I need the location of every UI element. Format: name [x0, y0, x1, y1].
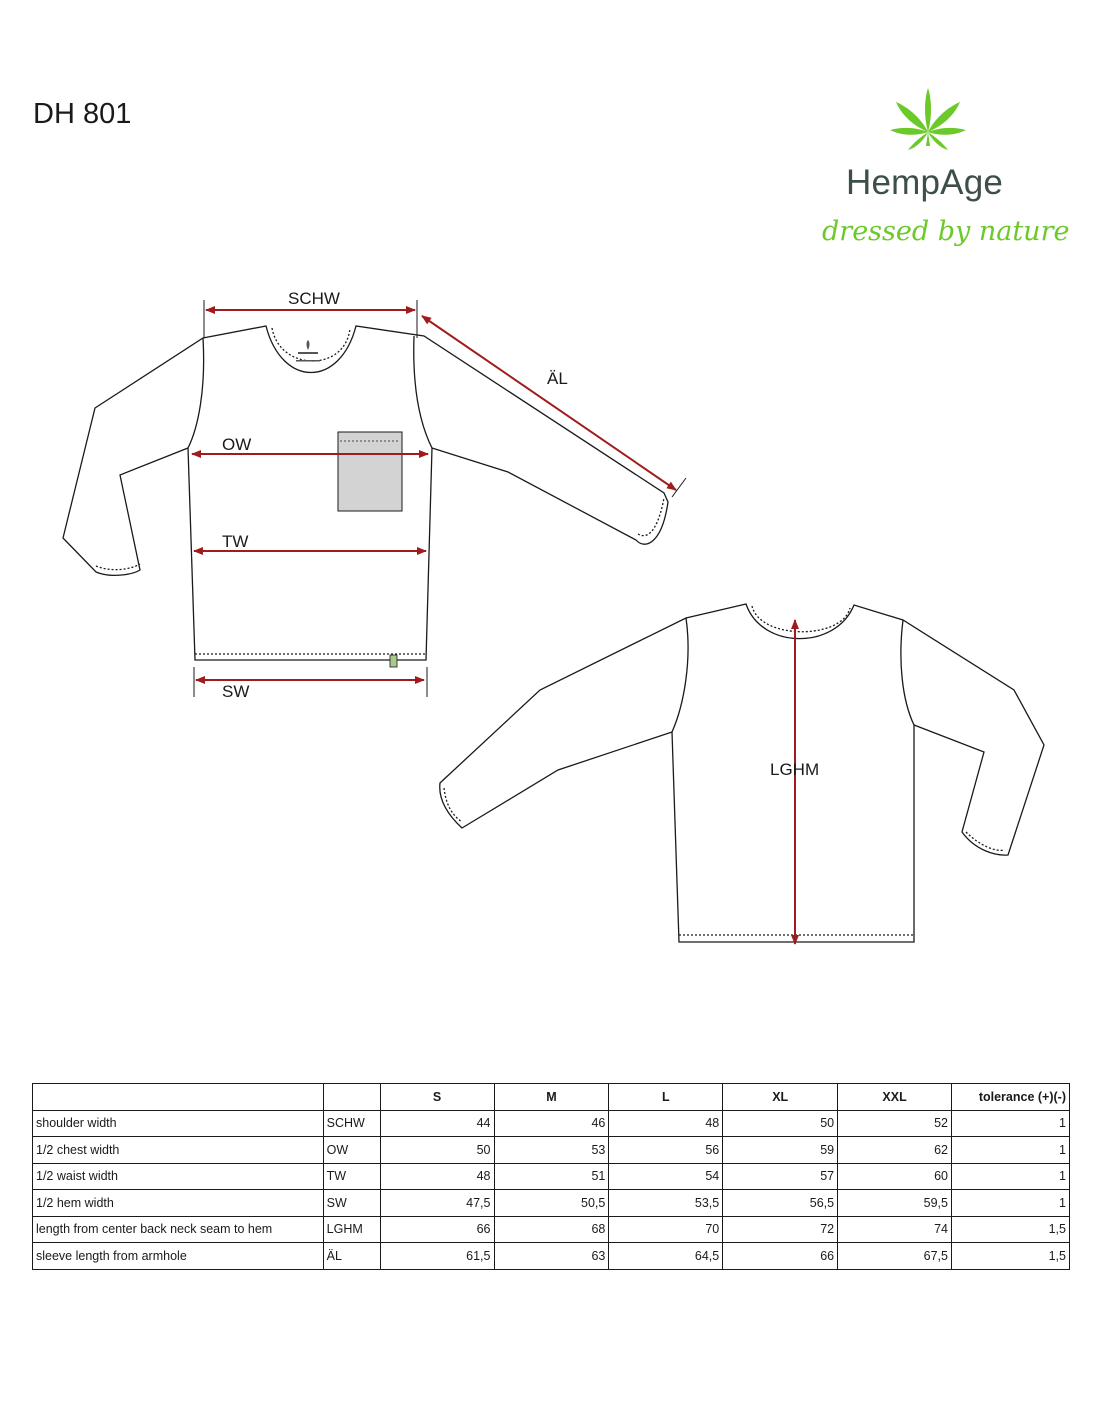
table-cell: 62: [838, 1137, 952, 1164]
table-cell: 1: [952, 1137, 1070, 1164]
table-cell: LGHM: [323, 1216, 380, 1243]
table-cell: 66: [723, 1243, 838, 1270]
table-cell: 1: [952, 1163, 1070, 1190]
table-cell: 1/2 hem width: [33, 1190, 324, 1217]
table-cell: 1: [952, 1190, 1070, 1217]
table-row: [33, 1190, 1070, 1217]
table-header: tolerance (+)(-): [952, 1084, 1070, 1111]
table-cell: 59,5: [838, 1190, 952, 1217]
table-cell: shoulder width: [33, 1110, 324, 1137]
table-cell: length from center back neck seam to hem: [33, 1216, 324, 1243]
product-code: DH 801: [33, 98, 132, 130]
table-cell: 68: [494, 1216, 609, 1243]
label-lghm: LGHM: [770, 760, 820, 779]
table-cell: 48: [609, 1110, 723, 1137]
table-cell: 53: [494, 1137, 609, 1164]
label-ow: OW: [222, 435, 252, 454]
table-cell: OW: [323, 1137, 380, 1164]
table-row: [33, 1137, 1070, 1164]
table-cell: 56: [609, 1137, 723, 1164]
label-sw: SW: [222, 682, 250, 701]
table-cell: 1/2 chest width: [33, 1137, 324, 1164]
table-cell: 1/2 waist width: [33, 1163, 324, 1190]
table-cell: 60: [838, 1163, 952, 1190]
measure-ticks: [194, 300, 686, 697]
table-header: XXL: [838, 1084, 952, 1111]
table-cell: 66: [380, 1216, 494, 1243]
table-cell: 50: [380, 1137, 494, 1164]
table-cell: 53,5: [609, 1190, 723, 1217]
table-cell: 72: [723, 1216, 838, 1243]
table-header: [33, 1084, 324, 1111]
table-cell: ÄL: [323, 1243, 380, 1270]
size-table: [32, 1083, 1070, 1270]
back-shirt: [440, 604, 1044, 942]
table-cell: 1,5: [952, 1243, 1070, 1270]
table-cell: 74: [838, 1216, 952, 1243]
table-cell: 50,5: [494, 1190, 609, 1217]
table-header: XL: [723, 1084, 838, 1111]
table-row: [33, 1163, 1070, 1190]
table-cell: 59: [723, 1137, 838, 1164]
table-cell: 50: [723, 1110, 838, 1137]
hem-label-tag: [390, 655, 397, 667]
table-cell: 57: [723, 1163, 838, 1190]
table-header-row: [33, 1084, 1070, 1111]
table-header: M: [494, 1084, 609, 1111]
chest-pocket: [338, 432, 402, 511]
table-cell: 61,5: [380, 1243, 494, 1270]
table-cell: TW: [323, 1163, 380, 1190]
arrow-al: [422, 316, 676, 490]
table-cell: 46: [494, 1110, 609, 1137]
table-cell: 48: [380, 1163, 494, 1190]
brand-tagline: dressed by nature: [822, 216, 1070, 247]
label-schw: SCHW: [288, 289, 340, 308]
table-cell: 52: [838, 1110, 952, 1137]
table-row: [33, 1216, 1070, 1243]
table-cell: SW: [323, 1190, 380, 1217]
table-header: S: [380, 1084, 494, 1111]
table-row: [33, 1243, 1070, 1270]
neck-label: [296, 340, 320, 362]
table-cell: 47,5: [380, 1190, 494, 1217]
table-cell: 51: [494, 1163, 609, 1190]
label-tw: TW: [222, 532, 249, 551]
table-cell: 64,5: [609, 1243, 723, 1270]
table-cell: 63: [494, 1243, 609, 1270]
table-cell: 70: [609, 1216, 723, 1243]
table-header: L: [609, 1084, 723, 1111]
measure-arrows: [192, 310, 795, 944]
table-row: [33, 1110, 1070, 1137]
table-cell: sleeve length from armhole: [33, 1243, 324, 1270]
label-al: ÄL: [547, 369, 568, 388]
brand-name: HempAge: [846, 163, 1004, 202]
table-cell: 54: [609, 1163, 723, 1190]
table-cell: SCHW: [323, 1110, 380, 1137]
table-cell: 67,5: [838, 1243, 952, 1270]
table-cell: 1,5: [952, 1216, 1070, 1243]
table-cell: 44: [380, 1110, 494, 1137]
table-header: [323, 1084, 380, 1111]
table-cell: 1: [952, 1110, 1070, 1137]
table-cell: 56,5: [723, 1190, 838, 1217]
